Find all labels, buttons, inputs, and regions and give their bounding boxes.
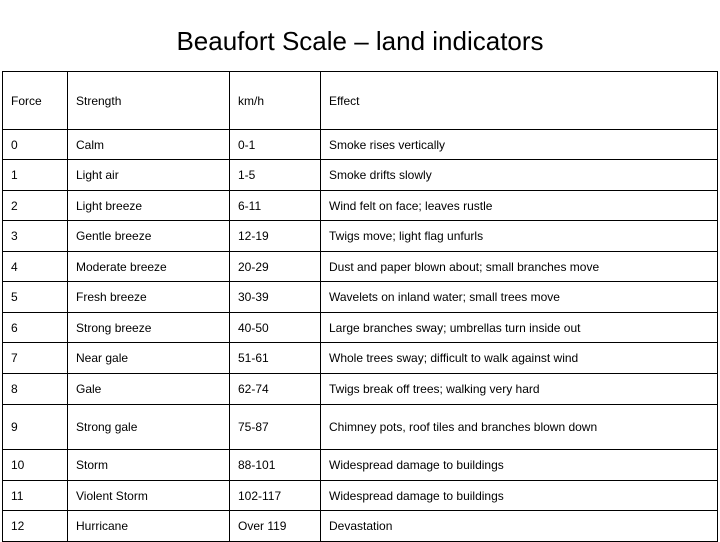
force-cell: 12: [3, 511, 68, 542]
strength-cell: Moderate breeze: [68, 252, 230, 282]
table-row: [3, 343, 718, 374]
kmh-cell: 40-50: [230, 313, 321, 343]
effect-cell: Wavelets on inland water; small trees move: [321, 282, 718, 313]
effect-cell: Chimney pots, roof tiles and branches blown down: [321, 405, 718, 450]
header-effect: Effect: [321, 72, 718, 130]
strength-cell: Light air: [68, 160, 230, 191]
kmh-cell: 0-1: [230, 130, 321, 160]
table-row: [3, 313, 718, 343]
table-row: [3, 511, 718, 542]
table-row: [3, 374, 718, 405]
strength-cell: Calm: [68, 130, 230, 160]
page-title: Beaufort Scale – land indicators: [176, 26, 544, 56]
header-strength: Strength: [68, 72, 230, 130]
effect-cell: Smoke drifts slowly: [321, 160, 718, 191]
force-cell: 5: [3, 282, 68, 313]
strength-cell: Near gale: [68, 343, 230, 374]
strength-cell: Gale: [68, 374, 230, 405]
kmh-cell: 20-29: [230, 252, 321, 282]
table-row: [3, 191, 718, 221]
kmh-cell: 6-11: [230, 191, 321, 221]
effect-cell: Devastation: [321, 511, 718, 542]
effect-cell: Large branches sway; umbrellas turn inside out: [321, 313, 718, 343]
table-row: [3, 481, 718, 511]
kmh-cell: 1-5: [230, 160, 321, 191]
kmh-cell: 88-101: [230, 450, 321, 481]
strength-cell: Fresh breeze: [68, 282, 230, 313]
table-row: [3, 405, 718, 450]
kmh-cell: 12-19: [230, 221, 321, 252]
effect-cell: Whole trees sway; difficult to walk against wind: [321, 343, 718, 374]
force-cell: 3: [3, 221, 68, 252]
table-row: [3, 130, 718, 160]
effect-cell: Dust and paper blown about; small branches move: [321, 252, 718, 282]
effect-cell: Twigs break off trees; walking very hard: [321, 374, 718, 405]
effect-cell: Widespread damage to buildings: [321, 481, 718, 511]
force-cell: 6: [3, 313, 68, 343]
strength-cell: Strong breeze: [68, 313, 230, 343]
table-body: [3, 72, 718, 542]
kmh-cell: 62-74: [230, 374, 321, 405]
strength-cell: Storm: [68, 450, 230, 481]
force-cell: 0: [3, 130, 68, 160]
effect-cell: Wind felt on face; leaves rustle: [321, 191, 718, 221]
table-row: [3, 221, 718, 252]
strength-cell: Hurricane: [68, 511, 230, 542]
force-cell: 4: [3, 252, 68, 282]
table-row: [3, 450, 718, 481]
effect-cell: Smoke rises vertically: [321, 130, 718, 160]
table-header-row: [3, 72, 718, 130]
strength-cell: Light breeze: [68, 191, 230, 221]
force-cell: 8: [3, 374, 68, 405]
force-cell: 7: [3, 343, 68, 374]
header-force: Force: [3, 72, 68, 130]
effect-cell: Widespread damage to buildings: [321, 450, 718, 481]
table-row: [3, 160, 718, 191]
beaufort-table: [2, 71, 718, 542]
strength-cell: Violent Storm: [68, 481, 230, 511]
strength-cell: Gentle breeze: [68, 221, 230, 252]
force-cell: 1: [3, 160, 68, 191]
strength-cell: Strong gale: [68, 405, 230, 450]
kmh-cell: Over 119: [230, 511, 321, 542]
force-cell: 2: [3, 191, 68, 221]
force-cell: 10: [3, 450, 68, 481]
table-row: [3, 282, 718, 313]
kmh-cell: 75-87: [230, 405, 321, 450]
force-cell: 11: [3, 481, 68, 511]
force-cell: 9: [3, 405, 68, 450]
table-row: [3, 252, 718, 282]
kmh-cell: 30-39: [230, 282, 321, 313]
effect-cell: Twigs move; light flag unfurls: [321, 221, 718, 252]
header-kmh: km/h: [230, 72, 321, 130]
kmh-cell: 102-117: [230, 481, 321, 511]
kmh-cell: 51-61: [230, 343, 321, 374]
